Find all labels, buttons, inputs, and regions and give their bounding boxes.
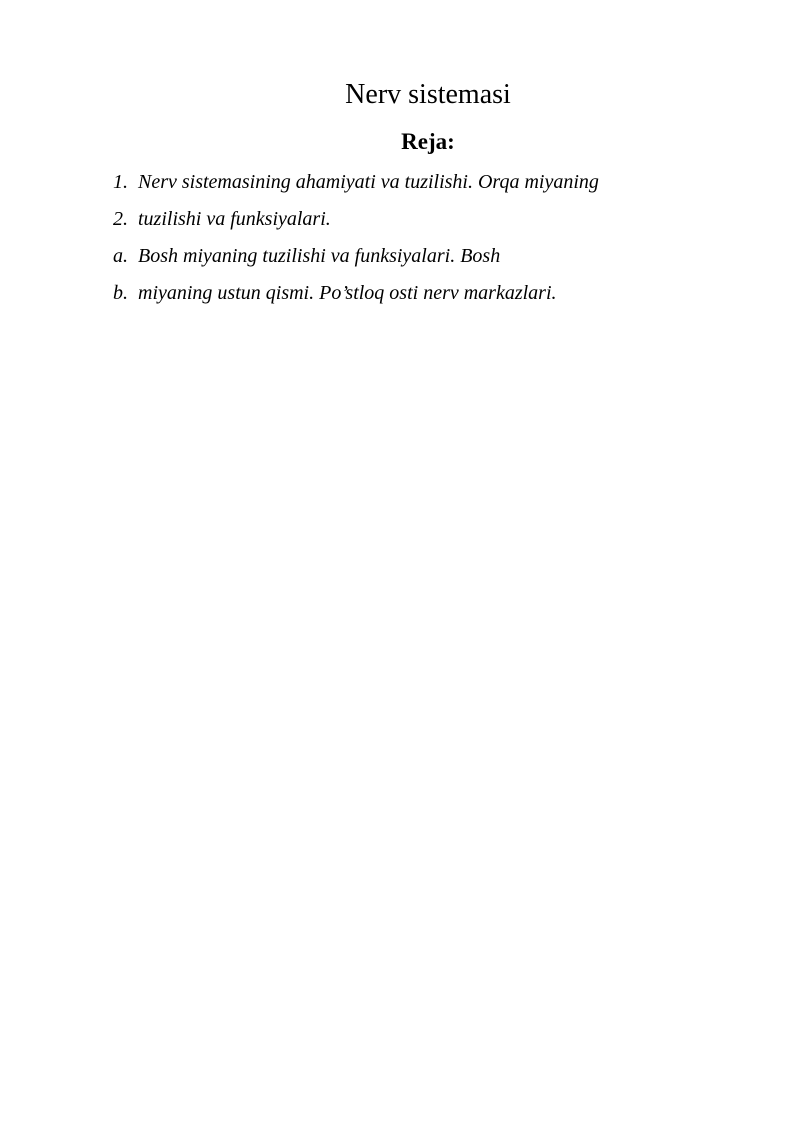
plan-item-marker: 1. <box>113 171 128 193</box>
plan-item <box>113 279 733 316</box>
plan-item-text: Nerv sistemasining ahamiyati va tuzilishi. Orqa miyaning <box>138 171 599 193</box>
plan-item-marker: a. <box>113 245 128 267</box>
plan-item-marker: 2. <box>113 208 128 230</box>
plan-item <box>113 168 733 205</box>
plan-item <box>113 205 733 242</box>
document-title: Nerv sistemasi <box>345 79 511 110</box>
plan-item-text: Bosh miyaning tuzilishi va funksiyalari. Bosh <box>138 245 501 267</box>
plan-item <box>113 242 733 279</box>
plan-heading: Reja: <box>401 129 455 154</box>
plan-item-text: miyaning ustun qismi. Po’stloq osti nerv markazlari. <box>138 282 557 304</box>
plan-item-marker: b. <box>113 282 128 304</box>
plan-item-text: tuzilishi va funksiyalari. <box>138 208 331 230</box>
plan-list <box>113 168 733 316</box>
